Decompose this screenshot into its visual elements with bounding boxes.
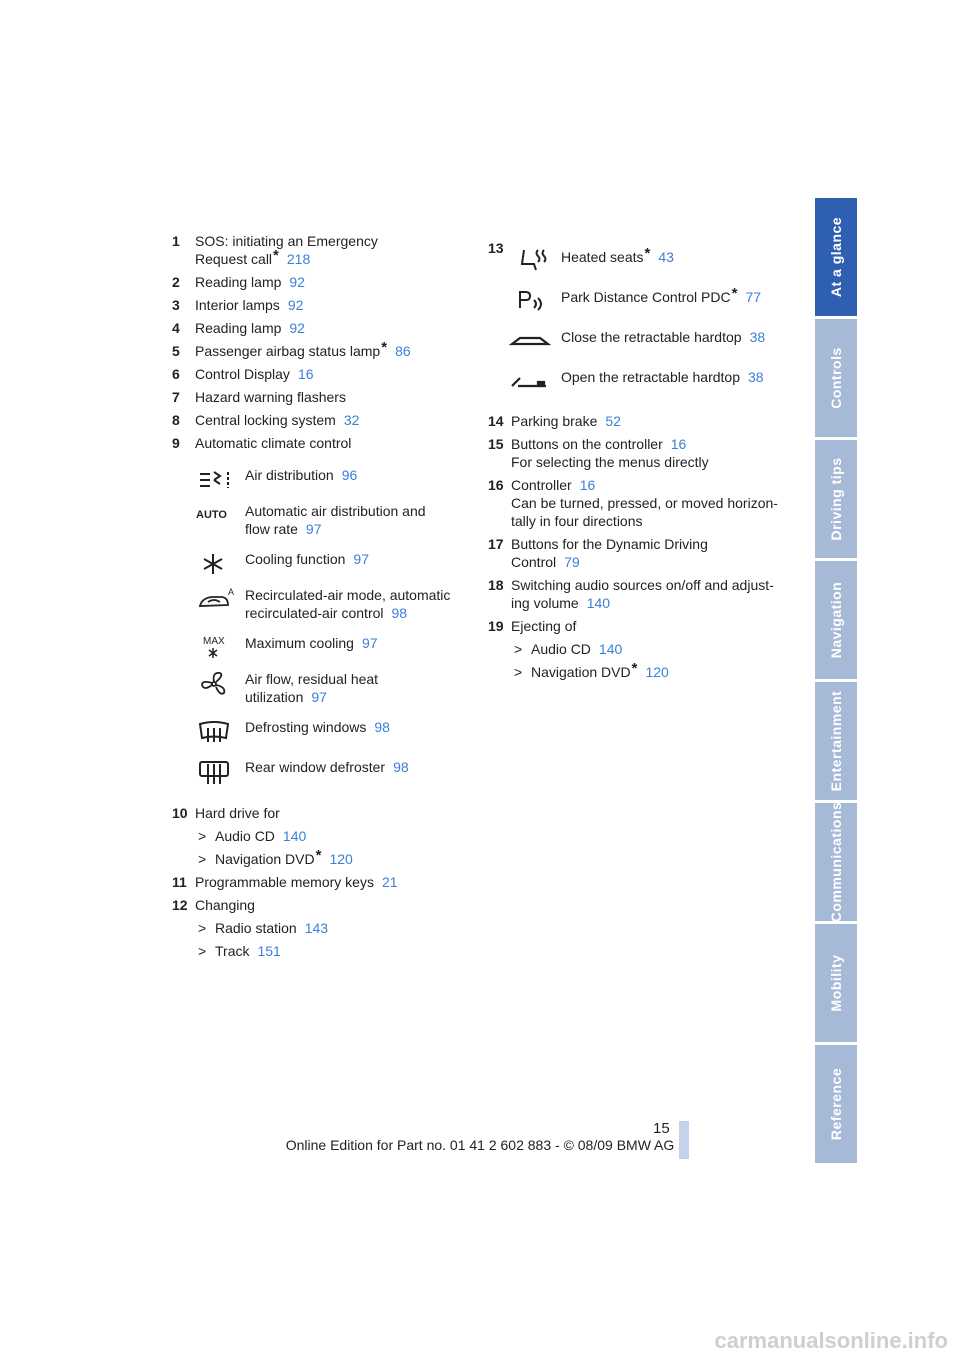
option-star: * (273, 247, 279, 264)
tab-entertainment[interactable] (815, 682, 857, 800)
climate-label: utilization (245, 689, 304, 705)
list-item (172, 339, 462, 360)
page-ref-link[interactable]: 97 (361, 635, 378, 651)
bullet-arrow: > (198, 920, 207, 936)
air-distribution-icon (196, 466, 236, 494)
tab-label: At a glance (828, 216, 844, 298)
item-description: Can be turned, pressed, or moved horizon- (511, 495, 778, 511)
tab-driving-tips[interactable] (815, 440, 857, 558)
climate-label: Rear window defroster (245, 759, 386, 775)
item-number: 3 (172, 297, 180, 313)
item-label: Request call (195, 251, 273, 267)
watermark: carmanualsonline.info (714, 1328, 948, 1353)
recirculation-icon-letter: A (228, 587, 235, 597)
page-ref-link[interactable]: 52 (605, 413, 621, 429)
sub-label: Track (215, 943, 250, 959)
page-ref-link[interactable]: 140 (598, 641, 623, 657)
page-ref-link[interactable]: 98 (374, 719, 390, 735)
page-ref-link[interactable]: 151 (257, 943, 281, 959)
max-cooling-icon-text: MAX (203, 636, 225, 647)
page-ref-link[interactable]: 38 (748, 369, 764, 385)
page-ref-link[interactable]: 38 (749, 329, 766, 345)
climate-label: Recirculated-air mode, automatic (245, 587, 451, 603)
item-number: 7 (172, 389, 180, 405)
list-item (488, 435, 788, 471)
item-number: 5 (172, 343, 180, 359)
list-item (488, 617, 788, 635)
item-label: Changing (195, 897, 255, 913)
climate-label: Defrosting windows (245, 719, 367, 735)
item-description: tally in four directions (511, 513, 643, 529)
bullet-arrow: > (198, 851, 207, 867)
item-number: 19 (488, 618, 504, 634)
climate-label: Cooling function (245, 551, 346, 567)
item-label: Programmable memory keys (195, 874, 374, 890)
page-ref-link[interactable]: 143 (304, 920, 329, 936)
climate-label: flow rate (245, 521, 298, 537)
item-label: Buttons on the controller (511, 436, 663, 452)
page-ref-link[interactable]: 97 (311, 689, 327, 705)
function-label: Close the retractable hardtop (561, 329, 742, 345)
list-item (172, 411, 462, 429)
list-item (172, 804, 462, 822)
function-row (488, 328, 788, 368)
sub-label: Audio CD (531, 641, 591, 657)
page-ref-link[interactable]: 97 (305, 521, 322, 537)
sub-label: Audio CD (215, 828, 275, 844)
list-item (172, 434, 462, 452)
item-number: 17 (488, 536, 504, 552)
climate-row (172, 670, 462, 706)
climate-row (172, 718, 462, 742)
heated-seat-icon (508, 246, 552, 274)
left-column (172, 232, 462, 965)
item-description: For selecting the menus directly (511, 454, 709, 470)
item-number: 16 (488, 477, 504, 493)
page-number: 15 (653, 1120, 670, 1137)
tab-navigation[interactable] (815, 561, 857, 679)
tab-controls[interactable] (815, 319, 857, 437)
pdc-icon (508, 286, 552, 314)
page-ref-link[interactable]: 218 (286, 251, 311, 267)
option-star: * (644, 245, 651, 262)
sub-item (172, 942, 462, 960)
page-ref-link[interactable]: 92 (289, 274, 305, 290)
item-label: Hard drive for (195, 805, 280, 821)
windshield-defrost-icon (196, 718, 236, 746)
page-ref-link[interactable]: 98 (393, 759, 409, 775)
bullet-arrow: > (514, 641, 523, 657)
item-label: Reading lamp (195, 320, 282, 336)
item-number: 11 (172, 874, 187, 890)
auto-icon: AUTO (196, 509, 227, 521)
footer-text: Online Edition for Part no. 01 41 2 602 883 - © 08/09 BMW AG (285, 1137, 675, 1153)
climate-label: Air flow, residual heat (245, 671, 379, 687)
bullet-arrow: > (198, 943, 207, 959)
item-label: Control (511, 554, 557, 570)
item-label: ing volume (511, 595, 579, 611)
option-star: * (631, 660, 638, 677)
tab-mobility[interactable] (815, 924, 857, 1042)
list-item (172, 873, 462, 891)
tab-label: Driving tips (828, 457, 844, 541)
page-ref-link[interactable]: 79 (564, 554, 580, 570)
item-label: Automatic climate control (195, 435, 352, 451)
item-label: SOS: initiating an Emergency (195, 233, 378, 249)
tab-label: Communications (828, 801, 844, 923)
item-label: Buttons for the Dynamic Driving (511, 536, 708, 552)
page-ref-link[interactable]: 77 (745, 289, 762, 305)
page-ref-link[interactable]: 16 (579, 477, 596, 493)
item-label: Control Display (195, 366, 290, 382)
page-ref-link[interactable]: 16 (297, 366, 314, 382)
page-ref-link[interactable]: 92 (287, 297, 304, 313)
tab-label: Reference (828, 1067, 844, 1141)
item-label: Passenger airbag status lamp (195, 343, 381, 359)
sub-item (172, 919, 462, 937)
tab-communications[interactable] (815, 803, 857, 921)
tab-at-a-glance[interactable] (815, 198, 857, 316)
function-label: Park Distance Control PDC (561, 289, 731, 305)
function-row (488, 285, 788, 328)
sub-item (488, 640, 788, 658)
page-ref-link[interactable]: 16 (670, 436, 687, 452)
list-item (172, 273, 462, 291)
page-ref-link[interactable]: 120 (645, 664, 669, 680)
list-item (488, 576, 788, 612)
item-label: Central locking system (195, 412, 336, 428)
recirculation-icon (196, 586, 236, 614)
option-star: * (731, 285, 738, 302)
right-column (488, 240, 788, 686)
list-item (172, 388, 462, 406)
page-ref-link[interactable]: 92 (289, 320, 305, 336)
sub-item (488, 660, 788, 681)
page-ref-link[interactable]: 43 (658, 249, 674, 265)
function-label: Heated seats (561, 249, 644, 265)
item-label: Reading lamp (195, 274, 282, 290)
item-number: 18 (488, 577, 504, 593)
function-row (488, 245, 788, 288)
item-label: Hazard warning flashers (195, 389, 346, 405)
list-item (172, 319, 462, 337)
item-label: Parking brake (511, 413, 598, 429)
climate-label: Maximum cooling (245, 635, 354, 651)
page-ref-link[interactable]: 32 (343, 412, 360, 428)
climate-label: Automatic air distribution and (245, 503, 426, 519)
sub-label: Navigation DVD (215, 851, 315, 867)
tab-label: Navigation (828, 581, 844, 659)
sub-label: Navigation DVD (531, 664, 631, 680)
tab-label: Entertainment (828, 690, 844, 792)
function-row (488, 368, 788, 408)
list-item (488, 412, 788, 430)
item-number: 4 (172, 320, 180, 336)
list-item (172, 296, 462, 314)
page-ref-link[interactable]: 97 (353, 551, 369, 567)
list-item (488, 476, 788, 530)
page-ref-link[interactable]: 96 (341, 467, 358, 483)
climate-row (172, 634, 462, 658)
max-cooling-icon (196, 634, 236, 662)
climate-row (172, 466, 462, 490)
item-number: 15 (488, 436, 504, 452)
bullet-arrow: > (198, 828, 207, 844)
page-ref-link[interactable]: 120 (329, 851, 353, 867)
close-hardtop-icon (508, 326, 552, 354)
climate-row (172, 758, 462, 782)
page-ref-link[interactable]: 140 (586, 595, 611, 611)
item-number: 6 (172, 366, 180, 382)
page-ref-link[interactable]: 140 (282, 828, 307, 844)
item-number: 10 (172, 805, 188, 821)
item-number: 14 (488, 413, 504, 429)
page-ref-link[interactable]: 21 (381, 874, 398, 890)
option-star: * (381, 339, 388, 356)
climate-row (172, 550, 462, 574)
item-label: Ejecting of (511, 618, 577, 634)
sub-label: Radio station (215, 920, 297, 936)
list-item (172, 232, 462, 268)
item-number: 2 (172, 274, 180, 290)
climate-label: Air distribution (245, 467, 334, 483)
item-number: 9 (172, 435, 180, 451)
list-item (488, 240, 788, 408)
sub-item (172, 827, 462, 845)
tab-label: Mobility (828, 954, 844, 1012)
list-item (488, 535, 788, 571)
list-item (172, 365, 462, 383)
page-ref-link[interactable]: 86 (395, 343, 411, 359)
fan-icon (196, 670, 236, 698)
item-label: Switching audio sources on/off and adjust- (511, 577, 774, 593)
climate-label: recirculated-air control (245, 605, 384, 621)
item-label: Controller (511, 477, 572, 493)
option-star: * (315, 847, 322, 864)
item-number: 12 (172, 897, 188, 913)
list-item (172, 896, 462, 914)
chapter-tabs (815, 198, 857, 1166)
page-ref-link[interactable]: 98 (391, 605, 408, 621)
climate-row (172, 586, 462, 622)
bullet-arrow: > (514, 664, 523, 680)
item-number: 13 (488, 240, 504, 256)
rear-window-defrost-icon (196, 758, 236, 786)
open-hardtop-icon (508, 366, 552, 394)
item-label: Interior lamps (195, 297, 280, 313)
climate-row (172, 502, 462, 538)
item-number: 1 (172, 233, 180, 249)
function-label: Open the retractable hardtop (561, 369, 741, 385)
snowflake-icon (196, 550, 236, 578)
item-number: 8 (172, 412, 180, 428)
sub-item (172, 847, 462, 868)
tab-label: Controls (828, 347, 844, 409)
